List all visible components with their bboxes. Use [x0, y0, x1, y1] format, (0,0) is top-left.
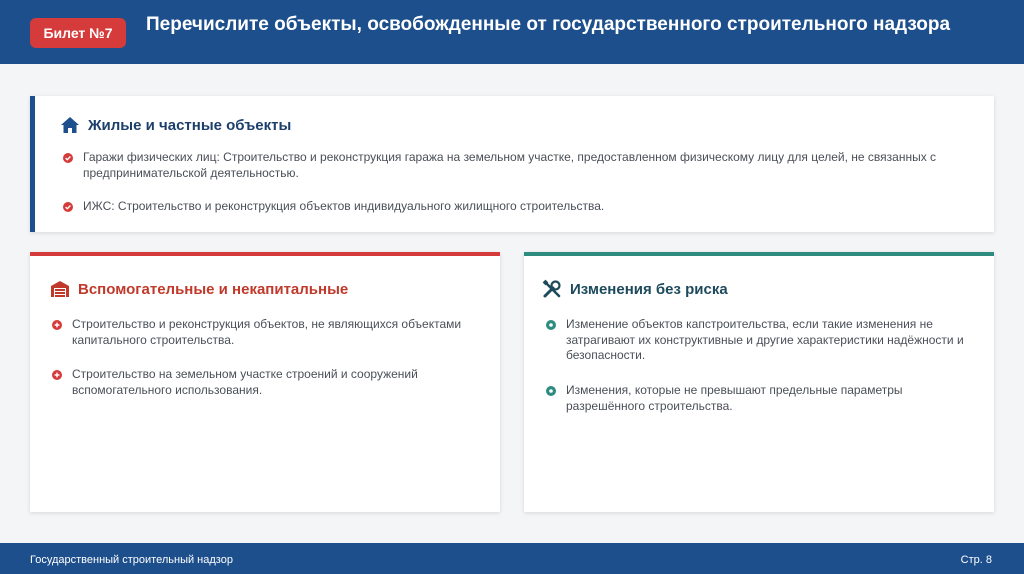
- changes-title: Изменения без риска: [570, 280, 728, 298]
- tools-icon: [542, 279, 562, 299]
- auxiliary-header: [50, 279, 348, 299]
- residential-header: [60, 115, 291, 135]
- residential-title: Жилые и частные объекты: [88, 116, 292, 134]
- check-bullet-icon: [63, 153, 73, 163]
- residential-item-text: Гаражи физических лиц: Строительство и реконструкция гаража на земельном участке, предоставленном физическому лицу для целей, не связанных с предпринимательской деятельностью.: [83, 150, 937, 180]
- gear-bullet-icon: [546, 386, 556, 396]
- list-item: [52, 367, 462, 398]
- footer-title: Государственный строительный надзор: [30, 554, 233, 566]
- auxiliary-item-text: Строительство на земельном участке строений и сооружений вспомогательного использования.: [72, 367, 418, 397]
- check-bullet-icon: [63, 202, 73, 212]
- list-item: [63, 199, 943, 215]
- gear-bullet-icon: [546, 320, 556, 330]
- warehouse-icon: [50, 279, 70, 299]
- list-item: [63, 150, 943, 181]
- residential-item-text: ИЖС: Строительство и реконструкция объектов индивидуального жилищного строительства.: [83, 199, 605, 213]
- changes-item-text: Изменения, которые не превышают предельные параметры разрешённого строительства.: [566, 383, 903, 413]
- auxiliary-title: Вспомогательные и некапитальные: [78, 280, 349, 298]
- plus-bullet-icon: [52, 370, 62, 380]
- residential-card: [30, 96, 994, 232]
- list-item: [546, 317, 966, 364]
- changes-card: [524, 252, 994, 512]
- list-item: [546, 383, 966, 414]
- auxiliary-card: [30, 252, 500, 512]
- plus-bullet-icon: [52, 320, 62, 330]
- ticket-badge: Билет №7: [30, 18, 126, 48]
- auxiliary-item-text: Строительство и реконструкция объектов, не являющихся объектами капитального строительства.: [72, 317, 462, 347]
- page-title: Перечислите объекты, освобожденные от государственного строительного надзора: [146, 14, 951, 35]
- slide-header: [0, 0, 1024, 64]
- changes-header: [542, 279, 728, 299]
- home-icon: [60, 115, 80, 135]
- slide-footer: [0, 543, 1024, 574]
- page-number: Стр. 8: [960, 554, 992, 566]
- changes-item-text: Изменение объектов капстроительства, если такие изменения не затрагивают их конструктивные и другие характеристики надёжности и безопасности.: [566, 317, 964, 362]
- list-item: [52, 317, 462, 348]
